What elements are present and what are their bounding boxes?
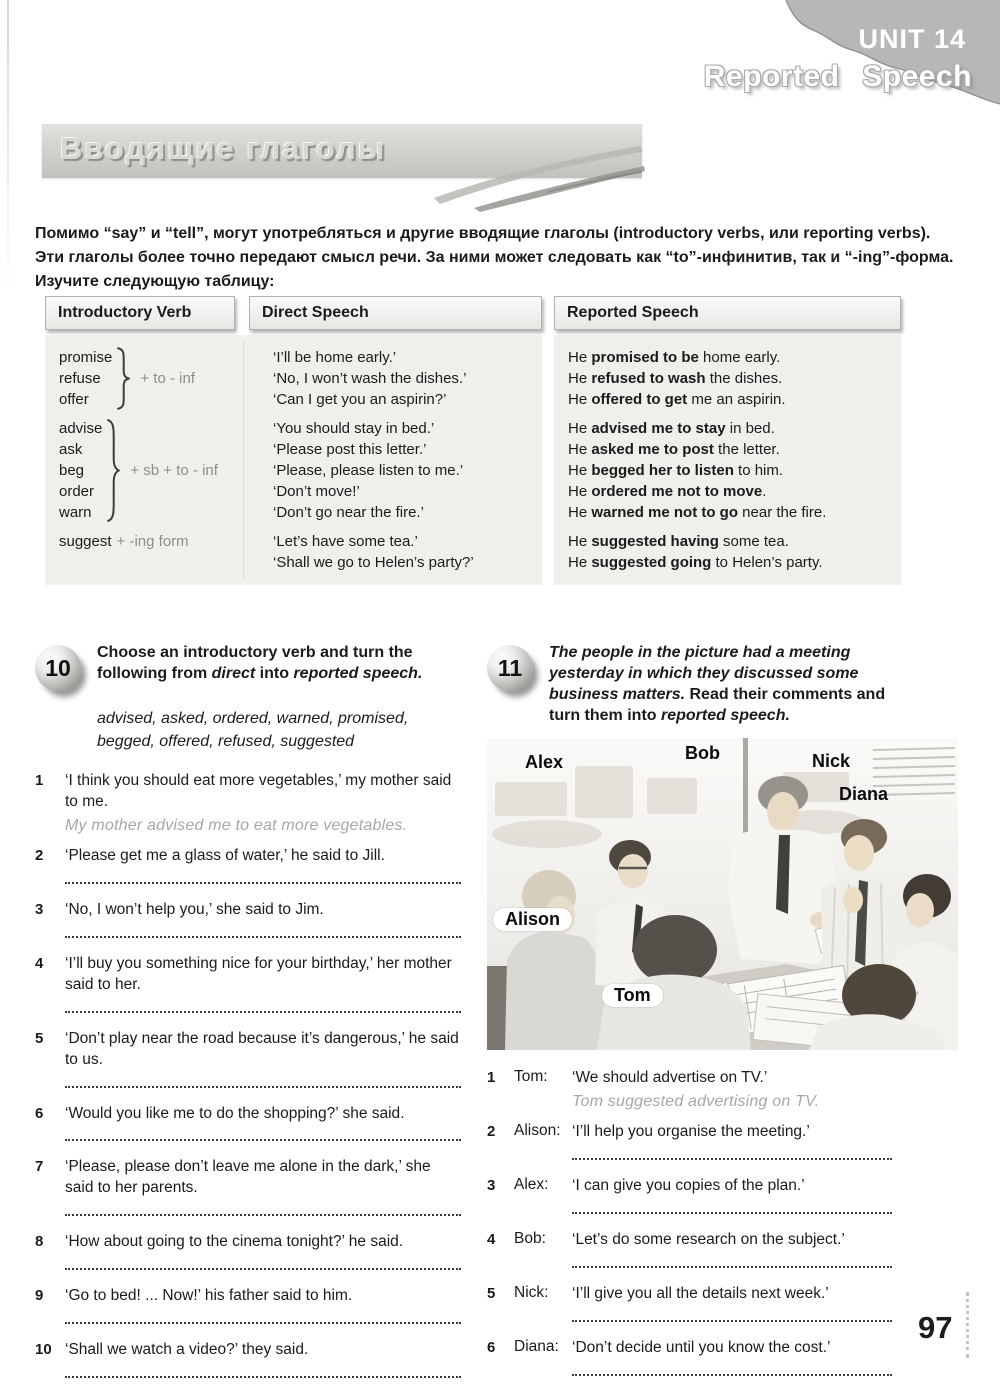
text-pre: He — [568, 420, 592, 437]
direct-speech-cell — [257, 531, 530, 573]
item-number: 9 — [35, 1287, 44, 1305]
exercise-11 — [487, 642, 958, 1392]
answer-line — [572, 1201, 892, 1214]
item-number: 1 — [35, 772, 44, 790]
item-body — [65, 1104, 461, 1151]
item-body — [65, 771, 461, 839]
exercise-10-items — [35, 771, 461, 1387]
reported-speech-group — [568, 347, 889, 410]
reported-speech-line — [568, 389, 889, 410]
item-text: ‘How about going to the cinema tonight?’ he said. — [65, 1233, 404, 1251]
table-group-row — [59, 347, 530, 410]
answer-line — [65, 1257, 461, 1270]
text-post: the dishes. — [705, 370, 783, 387]
instruction-text: Choose an introductory verb and turn the following from — [97, 644, 413, 683]
text-post: to him. — [733, 462, 784, 479]
brush-stroke-graphic — [428, 140, 648, 214]
direct-speech-line: ‘Please, please listen to me.’ — [273, 462, 464, 479]
text-bold: suggested having — [591, 533, 719, 550]
section-title: Вводящие глаголы — [60, 131, 387, 166]
answer-line — [572, 1255, 892, 1268]
item-number: 6 — [35, 1104, 44, 1122]
exercise-item — [35, 1029, 461, 1097]
exercise-11-instruction — [549, 642, 901, 726]
text-pre: He — [568, 441, 592, 458]
item-text: ‘Let’s do some research on the subject.’ — [572, 1231, 845, 1248]
text-post: home early. — [698, 349, 781, 366]
exercise-item — [35, 846, 461, 893]
item-body — [65, 846, 461, 893]
text-bold: asked me to post — [591, 441, 714, 458]
item-text: ‘I think you should eat more vegetables,’ my mother said to me. — [65, 772, 452, 811]
text-post: the letter. — [713, 441, 780, 458]
verb: suggest — [59, 533, 112, 550]
verb-pattern: + sb + to - inf — [130, 462, 218, 479]
text-bold: warned me not to go — [591, 504, 739, 521]
item-number: 7 — [35, 1158, 44, 1176]
item-text: ‘No, I won’t help you,’ she said to Jim. — [65, 900, 324, 918]
reported-speech-line — [568, 481, 889, 502]
item-number: 2 — [35, 847, 44, 865]
item-text: ‘Shall we watch a video?’ they said. — [65, 1341, 309, 1359]
speaker-name: Alison: — [514, 1122, 561, 1140]
torn-paper-shape — [700, 0, 1000, 118]
speaker-name: Diana: — [514, 1337, 559, 1355]
item-text: ‘I can give you copies of the plan.’ — [572, 1177, 805, 1195]
direct-speech-cell — [257, 347, 530, 410]
item-body — [65, 900, 461, 947]
item-body — [65, 1157, 461, 1225]
text-bold: advised me to stay — [591, 420, 726, 437]
item-number: 2 — [487, 1123, 496, 1141]
answer-line — [572, 1363, 892, 1376]
speaker-name: Nick: — [514, 1283, 549, 1301]
instruction-text: into — [255, 665, 294, 683]
exercise-item — [487, 1068, 958, 1115]
handwritten-answer: Tom suggested advertising on TV. — [572, 1093, 820, 1111]
text-pre: He — [568, 533, 592, 550]
item-body — [572, 1122, 958, 1169]
item-number: 4 — [35, 954, 44, 972]
verb: beg — [59, 462, 85, 479]
photo-name-label: Alex — [525, 752, 564, 773]
item-text: ‘We should advertise on TV.’ — [572, 1069, 768, 1087]
exercise-10 — [35, 642, 461, 1394]
reported-speech-line — [568, 531, 889, 552]
page-edge-shadow — [7, 0, 9, 300]
direct-speech-line: ‘Please post this letter.’ — [273, 441, 427, 458]
answer-line — [65, 925, 461, 938]
brace-graphic — [116, 347, 130, 410]
item-number: 6 — [487, 1338, 496, 1356]
text-post: near the fire. — [738, 504, 827, 521]
intro-paragraph: Помимо “say” и “tell”, могут употребляться и другие вводящие глаголы (introductory verbs, или reporting verbs). Эти глаголы более точно передают смысл речи. За ними может следовать как “to”-инфинитив, так и “-ing”-форма. Изучите следующую таблицу: — [35, 225, 954, 290]
item-text: ‘Don’t decide until you know the cost.’ — [572, 1338, 831, 1356]
verb: promise — [59, 349, 113, 366]
unit-banner — [700, 0, 1000, 118]
table-right-panel — [554, 296, 901, 585]
direct-speech-line: ‘Don’t move!’ — [273, 483, 360, 500]
speaker-name: Tom: — [514, 1068, 548, 1086]
item-text: ‘I’ll buy you something nice for your birthday,’ her mother said to her. — [65, 954, 452, 993]
reported-speech-line — [568, 439, 889, 460]
photo-name-label: Bob — [685, 743, 720, 764]
table-group-row — [59, 531, 530, 573]
item-number: 3 — [35, 900, 44, 918]
direct-speech-line: ‘I’ll be home early.’ — [273, 349, 397, 366]
reported-speech-line — [568, 460, 889, 481]
item-text: ‘I’ll help you organise the meeting.’ — [572, 1123, 810, 1141]
reported-speech-line — [568, 368, 889, 389]
exercise-item — [35, 1232, 461, 1279]
text-post: to Helen’s party. — [711, 554, 823, 571]
text-post: some tea. — [718, 533, 789, 550]
exercise-item — [487, 1338, 958, 1385]
table-right-body — [554, 335, 901, 585]
item-text: ‘Please get me a glass of water,’ he said to Jill. — [65, 847, 385, 865]
direct-speech-line: ‘Can I get you an aspirin?’ — [273, 391, 447, 408]
direct-speech-line: ‘Let’s have some tea.’ — [273, 533, 418, 550]
word-bank: advised, asked, ordered, warned, promised, begged, offered, refused, suggested — [97, 710, 409, 751]
table-left-body — [45, 335, 542, 585]
photo-name-label: Alison — [493, 908, 572, 931]
brace-graphic — [106, 418, 120, 523]
answer-line — [572, 1147, 892, 1160]
reported-speech-line — [568, 502, 889, 523]
exercise-10-instruction — [97, 642, 449, 684]
grammar-table — [45, 296, 901, 585]
answer-line — [65, 1128, 461, 1141]
direct-speech-line: ‘Shall we go to Helen’s party?’ — [273, 554, 474, 571]
instruction-keyword: reported speech. — [293, 665, 423, 683]
text-bold: suggested going — [591, 554, 712, 571]
text-pre: He — [568, 483, 592, 500]
text-bold: offered to get — [591, 391, 688, 408]
item-body — [572, 1068, 958, 1115]
photo-name-label: Tom — [602, 984, 663, 1007]
photo-name-label: Nick — [812, 751, 851, 772]
item-number: 1 — [487, 1069, 496, 1087]
item-body — [572, 1338, 958, 1385]
verb-pattern: + -ing form — [116, 533, 189, 550]
direct-speech-line: ‘You should stay in bed.’ — [273, 420, 435, 437]
exercise-item — [35, 1286, 461, 1333]
exercise-item — [487, 1122, 958, 1169]
text-pre: He — [568, 349, 592, 366]
speaker-name: Bob: — [514, 1230, 546, 1247]
table-header-reported-speech: Reported Speech — [554, 296, 901, 330]
item-body — [572, 1284, 958, 1331]
verb: ask — [59, 441, 83, 458]
verb: warn — [59, 504, 92, 521]
item-number: 10 — [35, 1341, 52, 1359]
table-left-panel — [45, 296, 542, 585]
exercise-item — [35, 900, 461, 947]
item-text: ‘Please, please don’t leave me alone in the dark,’ she said to her parents. — [65, 1158, 431, 1197]
table-group-row — [59, 418, 530, 523]
item-number: 3 — [487, 1177, 496, 1195]
exercise-11-items — [487, 1068, 958, 1384]
item-body — [65, 1232, 461, 1279]
verb: advise — [59, 420, 103, 437]
item-number: 5 — [35, 1029, 44, 1047]
item-body — [65, 1286, 461, 1333]
table-header-introductory-verb: Introductory Verb — [45, 296, 235, 330]
instruction-text: Read their comments and turn them into — [549, 686, 886, 725]
instruction-scenario: The people in the picture had a meeting yesterday in which they discussed some business matters. — [549, 644, 859, 704]
direct-speech-cell — [257, 418, 530, 523]
item-body — [65, 954, 461, 1022]
item-body — [65, 1029, 461, 1097]
text-bold: promised to be — [591, 349, 699, 366]
table-header-direct-speech: Direct Speech — [249, 296, 542, 330]
text-pre: He — [568, 462, 592, 479]
exercise-item — [35, 954, 461, 1022]
exercise-item — [487, 1284, 958, 1331]
item-number: 5 — [487, 1284, 496, 1302]
text-pre: He — [568, 504, 592, 521]
text-post: . — [762, 483, 767, 500]
page-number-dotted-line — [966, 1292, 969, 1358]
verb-cell — [59, 418, 257, 523]
unit-title: Reported Speech — [703, 60, 972, 93]
item-number: 4 — [487, 1231, 496, 1248]
item-text: ‘Would you like me to do the shopping?’ she said. — [65, 1104, 405, 1122]
exercise-11-number-ball: 11 — [487, 645, 533, 691]
text-pre: He — [568, 391, 592, 408]
verb-list — [59, 418, 102, 523]
answer-line — [65, 1075, 461, 1088]
text-pre: He — [568, 370, 592, 387]
exercise-item — [487, 1230, 958, 1277]
reported-speech-line — [568, 418, 889, 439]
text-post: me an aspirin. — [687, 391, 786, 408]
verb-cell — [59, 531, 257, 552]
item-body — [572, 1230, 958, 1277]
instruction-keyword: direct — [211, 665, 256, 683]
exercise-item — [35, 1157, 461, 1225]
reported-speech-line — [568, 347, 889, 368]
page-number: 97 — [918, 1310, 953, 1345]
reported-speech-line — [568, 552, 889, 573]
verb: refuse — [59, 370, 101, 387]
answer-line — [65, 1365, 461, 1378]
speaker-name: Alex: — [514, 1176, 549, 1194]
verb: offer — [59, 391, 89, 408]
instruction-keyword: reported speech. — [660, 707, 790, 725]
verb-list — [59, 347, 112, 410]
text-pre: He — [568, 554, 592, 571]
answer-line — [65, 871, 461, 884]
verb-cell — [59, 347, 257, 410]
answer-line — [572, 1309, 892, 1322]
exercise-item — [487, 1176, 958, 1223]
answer-line — [65, 1311, 461, 1324]
answer-line — [65, 1000, 461, 1013]
verb-pattern: + to - inf — [140, 370, 195, 387]
exercise-10-number-ball: 10 — [35, 645, 81, 691]
text-bold: ordered me not to move — [591, 483, 763, 500]
unit-number: UNIT 14 — [858, 24, 966, 54]
text-bold: refused to wash — [591, 370, 706, 387]
handwritten-answer: My mother advised me to eat more vegetables. — [65, 817, 408, 835]
direct-speech-line: ‘No, I won’t wash the dishes.’ — [273, 370, 467, 387]
verb-list — [59, 531, 112, 552]
exercise-item — [35, 1104, 461, 1151]
item-text: ‘Don’t play near the road because it’s dangerous,’ he said to us. — [65, 1029, 459, 1068]
exercise-item — [35, 771, 461, 839]
text-bold: begged her to listen — [591, 462, 734, 479]
answer-line — [65, 1203, 461, 1216]
verb: order — [59, 483, 95, 500]
reported-speech-group — [568, 418, 889, 523]
item-body — [572, 1176, 958, 1223]
direct-speech-line: ‘Don’t go near the fire.’ — [273, 504, 424, 521]
photo-name-label: Diana — [839, 784, 889, 805]
item-text: ‘I’ll give you all the details next week.’ — [572, 1284, 829, 1302]
item-text: ‘Go to bed! ... Now!’ his father said to him. — [65, 1287, 353, 1305]
text-post: in bed. — [725, 420, 775, 437]
reported-speech-group — [568, 531, 889, 573]
item-number: 8 — [35, 1233, 44, 1251]
meeting-photo — [487, 738, 958, 1050]
